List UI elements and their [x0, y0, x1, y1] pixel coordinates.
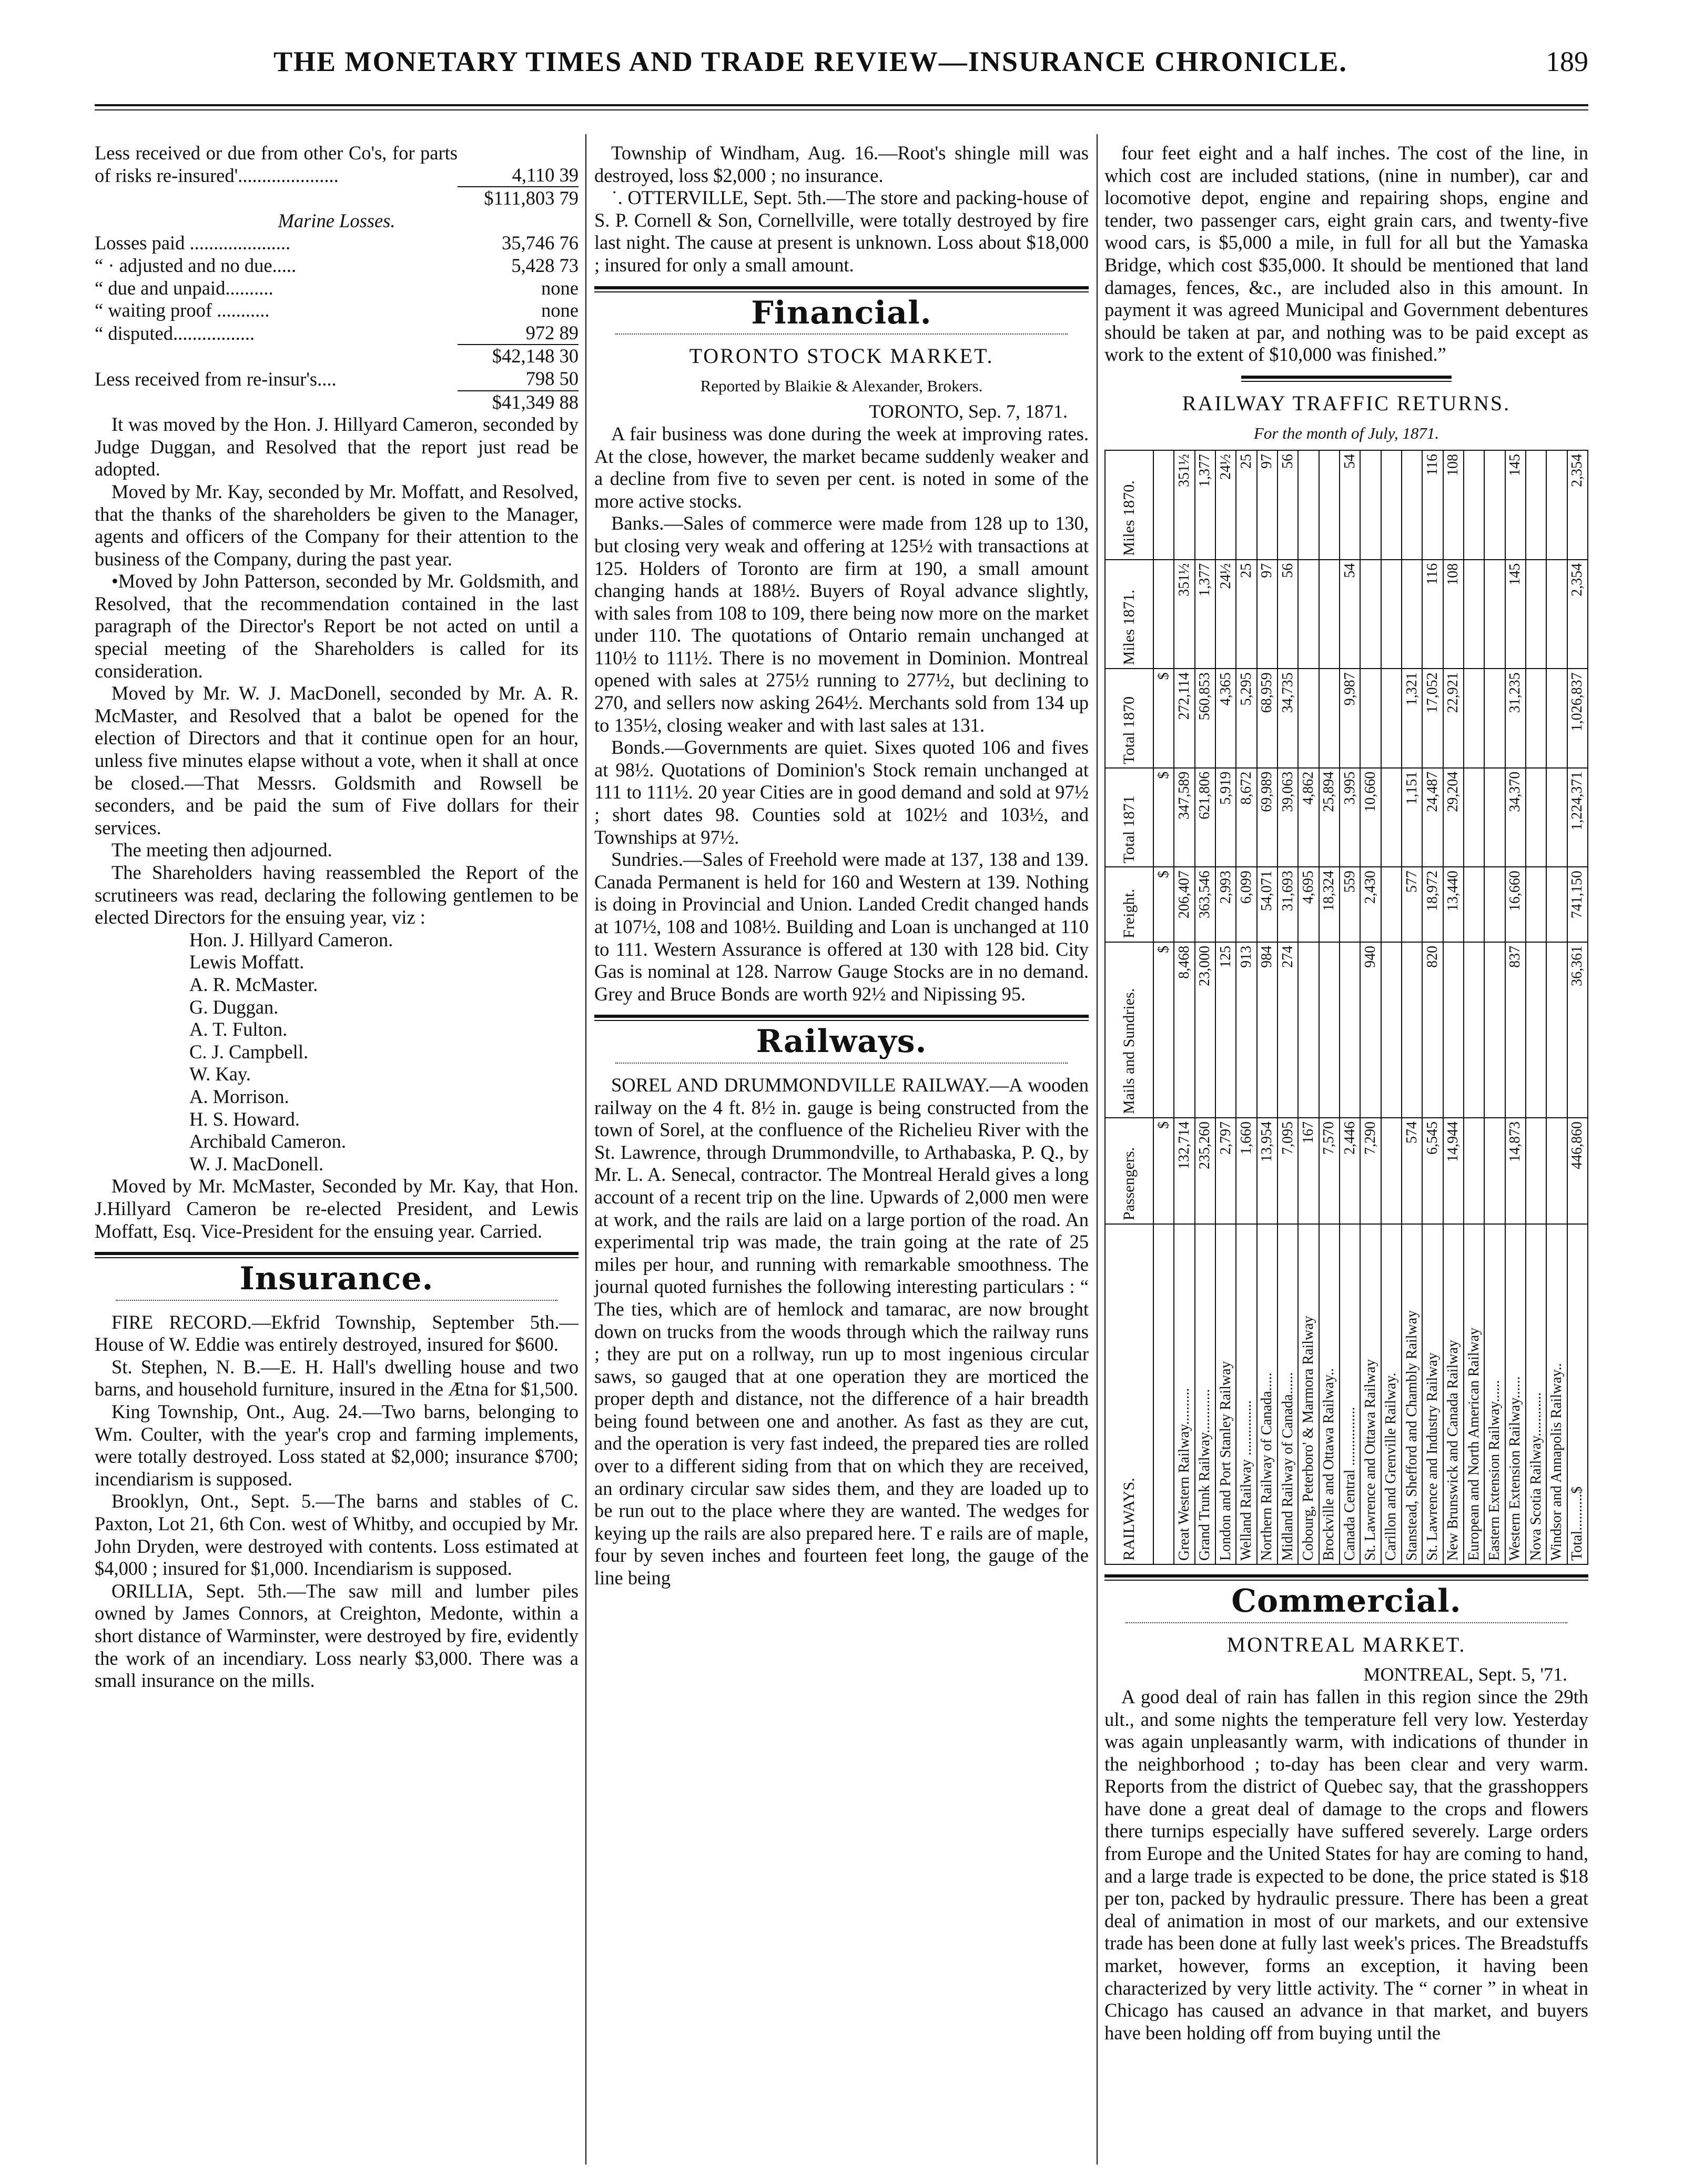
marine-amount: none	[541, 277, 579, 299]
table-cell	[1546, 450, 1567, 560]
table-cell: 18,324	[1319, 867, 1340, 942]
table-cell	[1484, 1118, 1505, 1224]
table-cell: 1,321	[1402, 669, 1422, 768]
paragraph: SOREL AND DRUMMONDVILLE RAILWAY.—A wooden railway on the 4 ft. 8½ in. gauge is being constructed from the town of Sorel, at the confluence of the Richelieu River with the St. Lawrence, through Drummondville, to Arthabaska, P. Q., by Mr. L. A. Senecal, contractor. The Montreal Herald gives a long account of a recent trip on the line. Upwards of 2,000 men were at work, and the rails are laid on a large portion of the road. An experimental trip was made, the train going at the rate of 25 miles per hour, and running with remarkable smoothness. The journal quoted furnishes the following interesting particulars : “ The ties, which are of hemlock and tamarac, are now brought down on trucks from the woods through which the railway runs ; they are put on a rollway, run up to most ingenious circular saws, so gauged that at one operation they are morticed the proper depth and distance, not the difference of a hair breadth being found between one and another. As fast as they are cut, and the operation is very fast indeed, the prepared ties are rolled over to a different siding from that on which they are received, an ordinary circular saw sides them, and they are loaded up to be run out to the place where they are wanted. The wedges for keying up the rails are also prepared here. T e rails are of maple, four by seven inches and fourteen feet long, the gauge of the line being	[594, 1074, 1089, 1589]
table-row	[1546, 450, 1567, 1564]
table-cell	[1298, 942, 1319, 1118]
table-cell: 574	[1402, 1118, 1422, 1224]
table-row	[1422, 450, 1443, 1564]
table-cell: 559	[1340, 867, 1360, 942]
table-cell: 8,672	[1236, 768, 1256, 867]
account-label: Less received or due from other Co's, for parts of risks re-insured'.....................	[95, 142, 458, 186]
table-cell: 132,714	[1174, 1118, 1194, 1224]
accounts-table	[95, 142, 579, 413]
table-cell: 18,972	[1422, 867, 1443, 942]
table-cell: 108	[1443, 450, 1464, 560]
table-cell	[1381, 560, 1402, 669]
table-row	[1360, 450, 1381, 1564]
table-header-row	[1105, 450, 1153, 1564]
table-cell: 351½	[1174, 450, 1194, 560]
directors-list	[95, 929, 579, 1176]
table-cell: 1,377	[1195, 450, 1215, 560]
table-cell: 235,260	[1195, 1118, 1215, 1224]
table-cell: 4,862	[1298, 768, 1319, 867]
table-cell: New Brunswick and Canada Railway	[1443, 1224, 1464, 1564]
table-cell	[1340, 942, 1360, 1118]
marine-label: Losses paid .....................	[95, 232, 291, 254]
table-cell	[1546, 1118, 1567, 1224]
table-cell: 13,954	[1257, 1118, 1278, 1224]
table-cell	[1464, 867, 1484, 942]
table-cell: 54	[1340, 450, 1360, 560]
column-header: Total 1870	[1105, 669, 1153, 768]
table-cell: 108	[1443, 560, 1464, 669]
table-cell	[1402, 450, 1422, 560]
table-cell: 837	[1505, 942, 1526, 1118]
paragraph: King Township, Ont., Aug. 24.—Two barns, belonging to Wm. Coulter, with the year's crop and farming implements, were totally destroyed. Loss stated at $2,000; insurance $700; incendiarism is supposed.	[95, 1401, 579, 1490]
paragraph: Brooklyn, Ont., Sept. 5.—The barns and stables of C. Paxton, Lot 21, 6th Con. west of Whitby, and occupied by Mr. John Dryden, were destroyed with contents. Loss estimated at $4,000 ; insured for $1,000. Incendiarism is supposed.	[95, 1490, 579, 1580]
table-cell	[1484, 560, 1505, 669]
masthead	[95, 41, 1588, 99]
column-3	[1104, 142, 1588, 2044]
dateline: MONTREAL, Sept. 5, '71.	[1363, 1664, 1567, 1685]
table-cell: Northern Railway of Canada.....	[1257, 1224, 1278, 1564]
table-cell	[1443, 942, 1464, 1118]
table-cell: Western Extension Railway......	[1505, 1224, 1526, 1564]
table-cell	[1153, 450, 1174, 560]
table-cell: 68,959	[1257, 669, 1278, 768]
page-title: THE MONETARY TIMES AND TRADE REVIEW—INSURANCE CHRONICLE.	[273, 46, 1347, 77]
table-cell	[1526, 1118, 1546, 1224]
table-cell: 4,695	[1298, 867, 1319, 942]
table-cell: Cobourg, Peterboro' & Marmora Railway	[1298, 1224, 1319, 1564]
table-cell: 24½	[1215, 450, 1236, 560]
column-header: RAILWAYS.	[1105, 1224, 1153, 1564]
table-cell: 56	[1278, 560, 1298, 669]
table-cell: 8,468	[1174, 942, 1194, 1118]
dateline: TORONTO, Sep. 7, 1871.	[869, 401, 1068, 422]
table-cell	[1464, 450, 1484, 560]
table-cell	[1464, 669, 1484, 768]
table-cell: 24½	[1215, 560, 1236, 669]
table-cell: 54	[1340, 560, 1360, 669]
table-cell: 34,370	[1505, 768, 1526, 867]
table-cell: 23,000	[1195, 942, 1215, 1118]
table-cell: Great Western Railway..........	[1174, 1224, 1194, 1564]
page-number: 189	[1546, 46, 1588, 77]
table-cell: 22,921	[1443, 669, 1464, 768]
marine-total: $42,148 30	[458, 345, 579, 368]
table-cell: 577	[1402, 867, 1422, 942]
table-cell	[1546, 560, 1567, 669]
table-cell	[1546, 669, 1567, 768]
table-cell: 7,290	[1360, 1118, 1381, 1224]
table-cell: 363,546	[1195, 867, 1215, 942]
table-cell: 14,944	[1443, 1118, 1464, 1224]
section-rule	[1241, 376, 1452, 382]
table-cell	[1546, 867, 1567, 942]
traffic-heading: RAILWAY TRAFFIC RETURNS.	[1182, 391, 1511, 415]
marine-label: “ · adjusted and no due.....	[95, 254, 297, 276]
table-cell: 69,989	[1257, 768, 1278, 867]
table-cell	[1381, 867, 1402, 942]
table-cell: 272,114	[1174, 669, 1194, 768]
table-row	[1402, 450, 1422, 1564]
table-row	[1153, 450, 1174, 1564]
table-cell	[1526, 560, 1546, 669]
table-row	[1381, 450, 1402, 1564]
table-cell: 145	[1505, 560, 1526, 669]
table-row	[1257, 450, 1278, 1564]
table-row	[1484, 450, 1505, 1564]
column-header: Mails and Sundries.	[1105, 942, 1153, 1118]
table-cell	[1484, 450, 1505, 560]
section-heading-financial: Financial.	[751, 294, 932, 331]
table-cell: 2,354	[1567, 560, 1588, 669]
section-rule	[594, 286, 1089, 292]
table-cell: 25	[1236, 560, 1256, 669]
marine-heading: Marine Losses.	[278, 209, 396, 231]
paragraph: A good deal of rain has fallen in this region since the 29th ult., and some nights the temperature fell very low. Yesterday was again unpleasantly warm, with indications of thunder in the neighborhood ; to-day has been clear and very warm. Reports from the district of Quebec say, that the grasshoppers have done a great deal of damage to the crops and flowers there turnips especially have suffered severely. Large orders from Europe and the United States for hay are coming to hand, and a large trade is expected to be done, the price stated is $18 per ton, packed by hydraulic pressure. There has been a great deal of animation in most of our markets, and our extensive trade has been done at fully last week's prices. The Breadstuffs market, however, forms an exception, it having been characterized by very little activity. The “ corner ” in wheat in Chicago has caused an advance in that market, and buyers have been holding off from buying until the	[1104, 1685, 1588, 2044]
table-cell	[1526, 768, 1546, 867]
table-row	[1526, 450, 1546, 1564]
table-row	[1319, 450, 1340, 1564]
table-row	[1340, 450, 1360, 1564]
table-cell	[1402, 942, 1422, 1118]
table-cell: 6,099	[1236, 867, 1256, 942]
director-name: Hon. J. Hillyard Cameron.	[189, 928, 393, 951]
table-cell: 145	[1505, 450, 1526, 560]
table-cell: 36,361	[1567, 942, 1588, 1118]
column-header: Total 1871	[1105, 768, 1153, 867]
marine-amount: 35,746 76	[502, 232, 579, 254]
table-cell: 2,354	[1567, 450, 1588, 560]
stock-market-heading: TORONTO STOCK MARKET.	[689, 344, 994, 368]
table-cell	[1484, 768, 1505, 867]
table-cell	[1360, 560, 1381, 669]
column-header: Miles 1871.	[1105, 560, 1153, 669]
paragraph: Township of Windham, Aug. 16.—Root's shingle mill was destroyed, loss $2,000 ; no insurance.	[594, 142, 1089, 186]
marine-amount: none	[541, 299, 579, 321]
table-row	[95, 232, 579, 255]
table-cell: Stanstead, Shefford and Chambly Railway	[1402, 1224, 1422, 1564]
table-cell: Nova Scotia Railway............	[1526, 1224, 1546, 1564]
paragraph: Moved by Mr. McMaster, Seconded by Mr. Kay, that Hon. J.Hillyard Cameron be re-elected President, and Lewis Moffatt, Esq. Vice-President for the ensuing year. Carried.	[95, 1175, 579, 1242]
table-cell: 621,806	[1195, 768, 1215, 867]
table-cell	[1381, 450, 1402, 560]
reported-by: Reported by Blaikie & Alexander, Brokers.	[700, 376, 983, 395]
traffic-table	[1104, 450, 1588, 1565]
marine-amount: 972 89	[525, 321, 579, 343]
marine-amount: 5,428 73	[511, 254, 579, 276]
table-cell: 54,071	[1257, 867, 1278, 942]
table-cell: 560,853	[1195, 669, 1215, 768]
section-heading-insurance: Insurance.	[239, 1260, 434, 1298]
table-cell	[1319, 560, 1340, 669]
table-cell: Grand Trunk Railway............	[1195, 1224, 1215, 1564]
table-cell	[1153, 560, 1174, 669]
table-row	[95, 391, 579, 414]
paragraph: four feet eight and a half inches. The cost of the line, in which cost are included stations, (nine in number), car and locomotive depot, engine and repairing shops, engine and tender, two passenger cars, eight grain cars, and twenty-five wood cars, is $5,000 a mile, in full for all but the Yamaska Bridge, which cost $35,000. It should be mentioned that land damages, fences, &c., are included also in this amount. In payment it was agreed Municipal and Government debentures should be taken at par, and nothing was to be paid except as work to the extent of $10,000 was finished.”	[1104, 142, 1588, 366]
table-cell: St. Lawrence and Ottawa Railway	[1360, 1224, 1381, 1564]
table-cell	[1464, 1118, 1484, 1224]
section-heading-commercial: Commercial.	[1231, 1583, 1462, 1620]
paragraph: •Moved by John Patterson, seconded by Mr. Goldsmith, and Resolved, that the recommendation contained in the last paragraph of the Director's Report be not acted on until a special meeting of the Shareholders is called for its consideration.	[95, 570, 579, 682]
table-cell	[1464, 942, 1484, 1118]
traffic-table-rotated	[1104, 450, 1588, 1565]
table-row	[95, 255, 579, 277]
table-cell: 16,660	[1505, 867, 1526, 942]
paragraph: Moved by Mr. Kay, seconded by Mr. Moffatt, and Resolved, that the thanks of the shareholders be given to the Manager, agents and officers of the Company for their attention to the business of the Company, during the past year.	[95, 480, 579, 570]
paragraph: Moved by Mr. W. J. MacDonell, seconded by Mr. A. R. McMaster, and Resolved that a balot be opened for the election of Directors and that it continue open for an hour, unless five minutes elapse without a vote, when it shall at once be closed.—That Messrs. Goldsmith and Rowsell be seconders, and be paid the sum of Five dollars for their services.	[95, 682, 579, 838]
table-cell: Canada Central ................	[1340, 1224, 1360, 1564]
director-name: W. J. MacDonell.	[189, 1152, 324, 1175]
table-cell: 1,660	[1236, 1118, 1256, 1224]
director-name: A. R. McMaster.	[189, 973, 318, 995]
table-cell	[1526, 450, 1546, 560]
table-cell: 2,993	[1215, 867, 1236, 942]
table-cell: Midland Railway of Canada......	[1278, 1224, 1298, 1564]
table-cell	[1381, 669, 1402, 768]
paragraph: ˙. OTTERVILLE, Sept. 5th.—The store and packing-house of S. P. Cornell & Son, Cornellville, were totally destroyed by fire last night. The cause at present is unknown. Loss about $18,000 ; insured for only a small amount.	[594, 187, 1089, 276]
table-cell	[1381, 942, 1402, 1118]
table-cell: 56	[1278, 450, 1298, 560]
table-row	[1195, 450, 1215, 1564]
column-2	[594, 142, 1089, 1590]
table-cell: 97	[1257, 560, 1278, 669]
table-cell: European and North American Railway	[1464, 1224, 1484, 1564]
table-cell: 1,151	[1402, 768, 1422, 867]
table-cell	[1381, 1118, 1402, 1224]
table-cell: Welland Railway ...............	[1236, 1224, 1256, 1564]
table-cell: Carillon and Grenville Railway.	[1381, 1224, 1402, 1564]
paragraph: The Shareholders having reassembled the Report of the scrutineers was read, declaring the following gentlemen to be elected Directors for the ensuing year, viz :	[95, 862, 579, 928]
traffic-body	[1153, 450, 1588, 1564]
paragraph: St. Stephen, N. B.—E. H. Hall's dwelling house and two barns, and household furniture, insured in the Ætna for $1,500.	[95, 1356, 579, 1400]
table-cell	[1484, 669, 1505, 768]
table-cell	[1298, 669, 1319, 768]
paragraph: The meeting then adjourned.	[111, 839, 332, 861]
table-cell: 351½	[1174, 560, 1194, 669]
paragraph: ORILLIA, Sept. 5th.—The saw mill and lumber piles owned by James Connors, at Creighton, Medonte, within a short distance of Warminster, were destroyed by fire, evidently the work of an incendiary. Loss nearly $3,000. There was a small insurance on the mills.	[95, 1580, 579, 1692]
director-name: Lewis Moffatt.	[189, 951, 305, 973]
table-cell: 347,589	[1174, 768, 1194, 867]
column-header: Passengers.	[1105, 1118, 1153, 1224]
table-cell: 2,446	[1340, 1118, 1360, 1224]
traffic-table-wrapper	[1104, 450, 1588, 1565]
table-cell: 940	[1360, 942, 1381, 1118]
table-cell: 206,407	[1174, 867, 1194, 942]
table-cell: 3,995	[1340, 768, 1360, 867]
table-row	[1278, 450, 1298, 1564]
table-cell	[1464, 560, 1484, 669]
column-header: Freight.	[1105, 867, 1153, 942]
table-row	[1236, 450, 1256, 1564]
column-divider-2	[1097, 134, 1098, 2165]
table-row	[95, 368, 579, 391]
table-cell: 6,545	[1422, 1118, 1443, 1224]
table-cell: 2,797	[1215, 1118, 1236, 1224]
table-cell: $	[1153, 942, 1174, 1118]
table-cell: 1,377	[1195, 560, 1215, 669]
table-cell: 1,224,371	[1567, 768, 1588, 867]
marine-label: “ due and unpaid..........	[95, 277, 273, 299]
paragraph: FIRE RECORD.—Ekfrid Township, September 5th.—House of W. Eddie was entirely destroyed, insured for $600.	[95, 1311, 579, 1356]
director-name: H. S. Howard.	[189, 1108, 300, 1130]
director-name: W. Kay.	[189, 1063, 251, 1085]
net-total: $41,349 88	[458, 391, 579, 414]
table-cell: 1,026,837	[1567, 669, 1588, 768]
column-divider-1	[585, 134, 586, 2165]
table-cell: 2,430	[1360, 867, 1381, 942]
table-cell: St. Lawrence and Industry Railway	[1422, 1224, 1443, 1564]
montreal-market-heading: MONTREAL MARKET.	[1226, 1632, 1466, 1656]
table-cell	[1526, 867, 1546, 942]
table-cell: 167	[1298, 1118, 1319, 1224]
table-row	[1215, 450, 1236, 1564]
table-cell: 7,570	[1319, 1118, 1340, 1224]
table-cell	[1153, 1224, 1174, 1564]
table-cell: 820	[1422, 942, 1443, 1118]
table-cell: 446,860	[1567, 1118, 1588, 1224]
table-row	[95, 187, 579, 210]
table-cell: 34,735	[1278, 669, 1298, 768]
table-cell: 25,894	[1319, 768, 1340, 867]
table-cell	[1526, 942, 1546, 1118]
table-cell: 31,693	[1278, 867, 1298, 942]
table-cell: London and Port Stanley Railway	[1215, 1224, 1236, 1564]
table-cell: Eastern Extension Railway......	[1484, 1224, 1505, 1564]
table-cell	[1464, 768, 1484, 867]
paragraph: It was moved by the Hon. J. Hillyard Cameron, seconded by Judge Duggan, and Resolved that the report just read be adopted.	[95, 413, 579, 480]
table-cell	[1526, 669, 1546, 768]
table-cell: 13,440	[1443, 867, 1464, 942]
table-cell: 31,235	[1505, 669, 1526, 768]
table-row	[1443, 450, 1464, 1564]
column-header: Miles 1870.	[1105, 450, 1153, 560]
table-cell: 10,660	[1360, 768, 1381, 867]
table-cell: 984	[1257, 942, 1278, 1118]
table-cell	[1546, 942, 1567, 1118]
paragraph: A fair business was done during the week at improving rates. At the close, however, the market became suddenly weaker and a decline from five to seven per cent. is noted in some of the more active stocks.	[594, 422, 1089, 512]
table-row	[95, 299, 579, 322]
paragraph: Sundries.—Sales of Freehold were made at 137, 138 and 139. Canada Permanent is held for 160 and Western at 139. Nothing is doing in Provincial and Union. Landed Credit changed hands at 107½, 108 and 108½. Building and Loan is unchanged at 110 to 111. Western Assurance is offered at 130 with 128 bid. City Gas is nominal at 128. Narrow Gauge Stocks are in no demand. Grey and Bruce Bonds are worth 92½ and Nipissing 95.	[594, 848, 1089, 1005]
section-heading-railways: Railways.	[756, 1023, 927, 1060]
table-cell: $	[1153, 768, 1174, 867]
paragraph: Bonds.—Governments are quiet. Sixes quoted 106 and fives at 98½. Quotations of Dominion's Stock remain unchanged at 111 to 111½. 20 year Cities are in good demand and sold at 97½ ; short dates 98. Counties sold at 102½ and 103½, and Townships at 97½.	[594, 736, 1089, 848]
table-cell	[1484, 867, 1505, 942]
table-cell: 741,150	[1567, 867, 1588, 942]
table-row	[1298, 450, 1319, 1564]
table-row	[1174, 450, 1194, 1564]
table-cell: 9,987	[1340, 669, 1360, 768]
table-cell	[1319, 942, 1340, 1118]
traffic-subheading: For the month of July, 1871.	[1253, 423, 1439, 442]
table-cell	[1319, 450, 1340, 560]
table-cell: $	[1153, 1118, 1174, 1224]
director-name: Archibald Cameron.	[189, 1130, 346, 1152]
table-cell: Total..........$	[1567, 1224, 1588, 1564]
table-cell: 7,095	[1278, 1118, 1298, 1224]
director-name: G. Duggan.	[189, 996, 279, 1018]
director-name: A. T. Fulton.	[189, 1018, 288, 1040]
table-cell: Brockville and Ottawa Railway..	[1319, 1224, 1340, 1564]
director-name: C. J. Campbell.	[189, 1040, 309, 1063]
reinsurers-amount: 798 50	[525, 367, 579, 389]
account-amount: 4,110 39	[512, 164, 579, 186]
table-cell: 29,204	[1443, 768, 1464, 867]
table-row	[1464, 450, 1484, 1564]
table-row	[95, 322, 579, 345]
table-cell	[1298, 450, 1319, 560]
director-name: A. Morrison.	[189, 1085, 289, 1107]
table-row	[95, 345, 579, 368]
section-rule	[594, 1015, 1089, 1021]
table-cell: 913	[1236, 942, 1256, 1118]
account-total: $111,803 79	[458, 187, 579, 210]
marine-label: “ waiting proof ...........	[95, 299, 270, 321]
table-cell: 14,873	[1505, 1118, 1526, 1224]
marine-label: “ disputed.................	[95, 322, 255, 344]
table-cell: 5,919	[1215, 768, 1236, 867]
table-cell: 25	[1236, 450, 1256, 560]
table-cell	[1360, 669, 1381, 768]
table-cell: 17,052	[1422, 669, 1443, 768]
table-row	[1505, 450, 1526, 1564]
table-cell: 274	[1278, 942, 1298, 1118]
reinsurers-label: Less received from re-insur's....	[95, 368, 337, 390]
table-cell: Windsor and Annapolis Railway..	[1546, 1224, 1567, 1564]
table-cell: 125	[1215, 942, 1236, 1118]
table-cell	[1484, 942, 1505, 1118]
section-rule	[1104, 1574, 1588, 1581]
table-cell: 116	[1422, 450, 1443, 560]
paragraph: Banks.—Sales of commerce were made from 128 up to 130, but closing very weak and offering at 125½ with transactions at 125. Holders of Toronto are firm at 190, a small amount changing hands at 188½. Buyers of Royal advance slightly, with sales from 108 to 109, there being now more on the market under 110. The quotations of Ontario remain unchanged at 110½ to 111½. There is no movement in Dominion. Montreal opened with sales at 275½ running to 277½, but declining to 270, and sellers now asking 264½. Merchants sold from 134 up to 135½, closing weaker and with last sales at 131.	[594, 512, 1089, 736]
masthead-rule	[95, 104, 1588, 110]
table-cell	[1402, 560, 1422, 669]
table-row	[95, 142, 579, 187]
table-cell: 116	[1422, 560, 1443, 669]
table-cell: $	[1153, 867, 1174, 942]
table-cell	[1319, 669, 1340, 768]
section-rule	[95, 1252, 579, 1258]
table-cell: 39,063	[1278, 768, 1298, 867]
table-row	[95, 277, 579, 300]
table-cell: 24,487	[1422, 768, 1443, 867]
table-cell	[1360, 450, 1381, 560]
table-cell: 97	[1257, 450, 1278, 560]
table-cell	[1298, 560, 1319, 669]
table-cell	[1381, 768, 1402, 867]
table-cell	[1546, 768, 1567, 867]
column-1	[95, 142, 579, 1692]
table-cell: $	[1153, 669, 1174, 768]
table-cell: 4,365	[1215, 669, 1236, 768]
table-cell: 5,295	[1236, 669, 1256, 768]
table-total-row	[1567, 450, 1588, 1564]
